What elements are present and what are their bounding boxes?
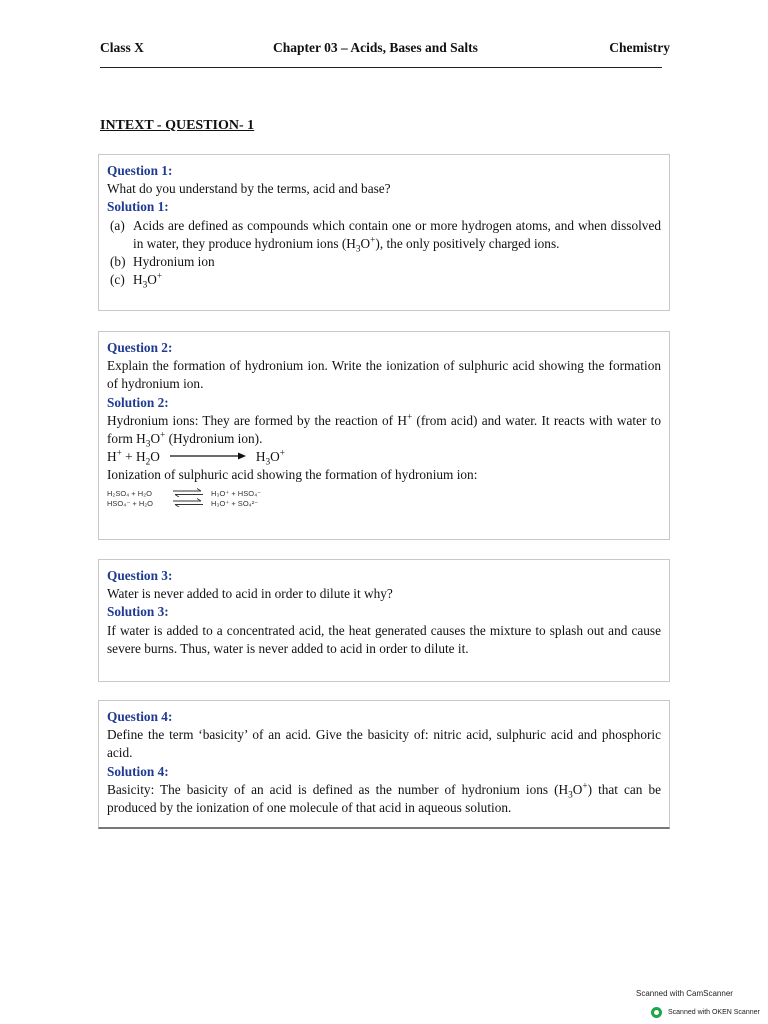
solution-text: Hydronium ions: They are formed by the reaction of H+ (from acid) and water. It reacts with water to form $H_3O^+$ (Hydronium ion). (107, 412, 661, 450)
oken-watermark-text: Scanned with OKEN Scanner (668, 1009, 760, 1016)
item-text: $H_3O^+$ (133, 271, 163, 291)
ionization-text: Ionization of sulphuric acid showing the formation of hydronium ion: (107, 467, 478, 483)
step-reactants: H₂SO₄ + H₂O (107, 488, 152, 498)
hydronium-equation (107, 448, 661, 466)
item-marker: (b) (110, 254, 126, 270)
header-divider (100, 67, 662, 68)
header-chapter: Chapter 03 – Acids, Bases and Salts (273, 40, 478, 55)
step-reactants: HSO₄⁻ + H₂O (107, 498, 153, 508)
solution-label: Solution 1: (107, 199, 169, 215)
ionization-equations (107, 489, 661, 509)
question-text: What do you understand by the terms, acid and base? (107, 181, 391, 197)
item-text: Hydronium ion (133, 254, 215, 270)
question-label: Question 1: (107, 163, 173, 178)
header-class: Class X (100, 40, 144, 55)
question-label: Question 2: (107, 340, 173, 355)
equation-product: $H_3O^+$ (255, 448, 285, 468)
section-title: INTEXT - QUESTION- 1 (100, 118, 255, 133)
question-label: Question 4: (107, 709, 173, 724)
question-label: Question 3: (107, 568, 173, 583)
answer-item-a (107, 217, 661, 253)
equation-reactants: $H^+ + H_2O$ (107, 448, 160, 468)
item-text: Acids are defined as compounds which contain one or more hydrogen atoms, and when dissolved in water, they produce hydronium ions $(H_3O^+)$, the only positively charged ions. (133, 217, 661, 255)
oken-watermark (651, 1007, 760, 1018)
question-box-1 (98, 154, 670, 311)
solution-label: Solution 3: (107, 604, 169, 620)
reaction-arrow-icon (170, 448, 246, 466)
question-box-3 (98, 559, 670, 682)
question-text: Explain the formation of hydronium ion. Write the ionization of sulphuric acid showing the formation of hydronium ion. (107, 358, 661, 392)
solution-label: Solution 2: (107, 394, 169, 410)
answer-item-b (107, 253, 661, 271)
page-header (100, 40, 670, 60)
item-marker: (a) (110, 217, 125, 233)
camscanner-watermark: Scanned with CamScanner (636, 989, 733, 998)
step-products: H₃O⁺ + SO₄²⁻ (211, 498, 259, 508)
solution-label: Solution 4: (107, 763, 169, 779)
equilibrium-arrow-icon (173, 498, 203, 510)
question-box-4 (98, 700, 670, 829)
scanner-logo-icon (651, 1007, 662, 1018)
question-text: Water is never added to acid in order to dilute it why? (107, 586, 393, 602)
question-box-2 (98, 331, 670, 540)
solution-text: Basicity: The basicity of an acid is defined as the number of hydronium ions $(H_3O^+)$ that can be produced by the ionization of one molecule of that acid in aqueous solution. (107, 781, 662, 816)
solution-text: If water is added to a concentrated acid, the heat generated causes the mixture to splash out and cause severe burns. Thus, water is never added to acid in order to dilute it. (107, 622, 661, 656)
ionization-step-2 (107, 499, 661, 509)
step-products: H₃O⁺ + HSO₄⁻ (211, 488, 262, 498)
header-subject: Chemistry (609, 40, 670, 55)
answer-item-c (107, 271, 661, 289)
question-text: Define the term ‘basicity’ of an acid. Give the basicity of: nitric acid, sulphuric acid and phosphoric acid. (107, 727, 661, 761)
item-marker: (c) (110, 272, 125, 288)
